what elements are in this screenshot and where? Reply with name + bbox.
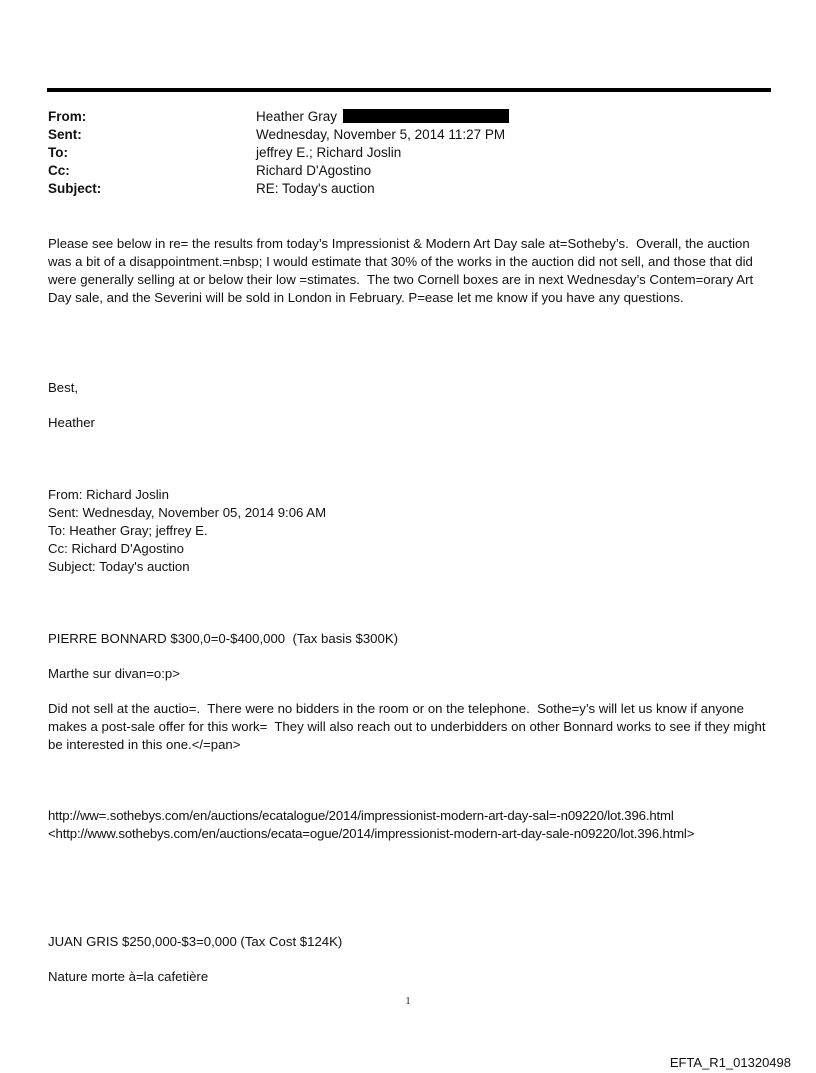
to-row — [48, 144, 768, 162]
quoted-from: From: Richard Joslin — [48, 487, 169, 502]
lot1-catalogue-link[interactable]: http://ww=.sothebys.com/en/auctions/ecatalogue/2014/impressionist-modern-art-day-sal=-n09220/lot.396.html — [48, 808, 674, 823]
email-header — [48, 108, 768, 198]
subject-value: RE: Today's auction — [256, 181, 375, 196]
quoted-to: To: Heather Gray; jeffrey E. — [48, 523, 208, 538]
page-number: 1 — [405, 996, 411, 1007]
email-body — [48, 235, 773, 986]
lot2-heading: JUAN GRIS $250,000-$3=0,000 (Tax Cost $124K) — [48, 934, 343, 949]
header-rule — [47, 88, 771, 92]
cc-label: Cc: — [48, 163, 70, 178]
lot1-note: Did not sell at the auctio=. There were no bidders in the room or on the telephone. Sothe=y’s will let us know if anyone makes a post-sale offer for this work= They will also reach out to underbidders on other Bonnard works to see if they might be interested in this one.</=pan> — [48, 701, 770, 752]
signoff: Best, — [48, 380, 79, 395]
quoted-cc: Cc: Richard D'Agostino — [48, 541, 184, 556]
quoted-subject: Subject: Today's auction — [48, 559, 190, 574]
subject-row — [48, 180, 768, 198]
quoted-sent: Sent: Wednesday, November 05, 2014 9:06 AM — [48, 505, 327, 520]
to-value: jeffrey E.; Richard Joslin — [256, 145, 402, 160]
cc-value: Richard D'Agostino — [256, 163, 372, 178]
lot1-title: Marthe sur divan=o:p> — [48, 666, 180, 681]
sent-value: Wednesday, November 5, 2014 11:27 PM — [256, 127, 506, 142]
from-value — [256, 108, 509, 126]
sent-row — [48, 126, 768, 144]
subject-label: Subject: — [48, 181, 102, 196]
lot2-title: Nature morte à=la cafetière — [48, 969, 209, 984]
from-name: Heather Gray — [256, 109, 338, 124]
signature: Heather — [48, 415, 95, 430]
cc-row — [48, 162, 768, 180]
bates-stamp: EFTA_R1_01320498 — [669, 1055, 791, 1070]
intro-paragraph: Please see below in re= the results from today’s Impressionist & Modern Art Day sale at=Sotheby’s. Overall, the auction was a bit of a disappointment.=nbsp; I would estimate that 30% of the works in the auction did not sell, and those that did were generally selling at or below their low =stimates. The two Cornell boxes are in next Wednesday’s Contem=orary Art Day sale, and the Severini will be sold in London in February. P=ease let me know if you have any questions. — [48, 236, 757, 305]
lot1-heading: PIERRE BONNARD $300,0=0-$400,000 (Tax basis $300K) — [48, 631, 399, 646]
redaction-bar — [343, 109, 509, 123]
from-label: From: — [48, 109, 87, 124]
from-row — [48, 108, 768, 126]
lot1-catalogue-link-alt[interactable]: <http://www.sothebys.com/en/auctions/ecata=ogue/2014/impressionist-modern-art-day-sale-n09220/lot.396.html> — [48, 826, 695, 841]
to-label: To: — [48, 145, 68, 160]
sent-label: Sent: — [48, 127, 82, 142]
